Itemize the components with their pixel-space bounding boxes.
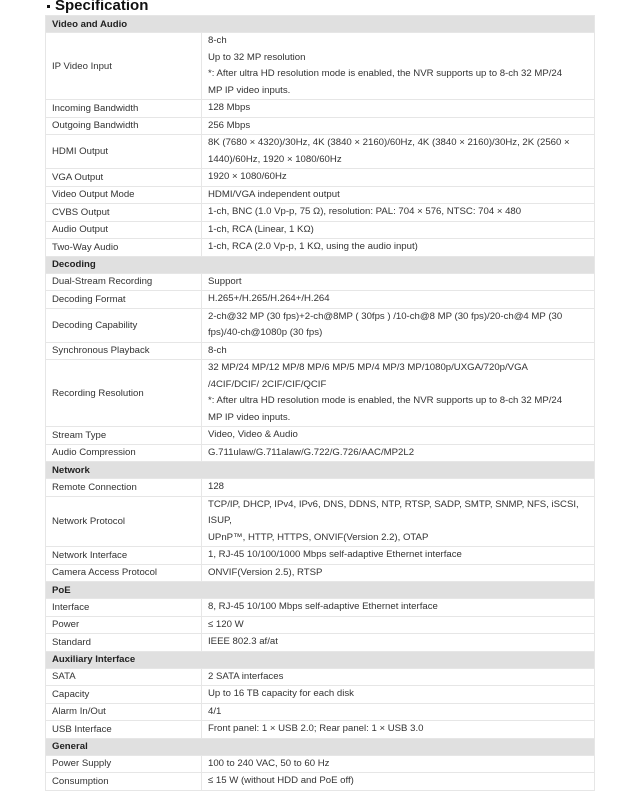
spec-value-line: 1440)/60Hz, 1920 × 1080/60Hz xyxy=(208,153,342,165)
spec-label: Synchronous Playback xyxy=(46,342,202,360)
spec-label: Video Output Mode xyxy=(46,186,202,204)
section-header xyxy=(46,256,595,273)
section-title: Decoding xyxy=(46,256,595,273)
spec-value-line: 1-ch, RCA (Linear, 1 KΩ) xyxy=(208,223,314,235)
spec-value-line: 8-ch xyxy=(208,344,227,356)
title-text: Specification xyxy=(55,0,149,14)
spec-value-line: 8K (7680 × 4320)/30Hz, 4K (3840 × 2160)/60Hz, 4K (3840 × 2160)/30Hz, 2K (2560 × xyxy=(208,137,570,148)
spec-label: HDMI Output xyxy=(46,135,202,169)
section-header xyxy=(46,582,595,599)
spec-value-line: 100 to 240 VAC, 50 to 60 Hz xyxy=(208,757,330,769)
spec-label: Incoming Bandwidth xyxy=(46,100,202,118)
section-title: General xyxy=(46,738,595,755)
page-title xyxy=(47,0,148,14)
spec-value xyxy=(202,547,595,565)
spec-row xyxy=(46,342,595,360)
spec-label: Audio Output xyxy=(46,221,202,239)
spec-value-line: Front panel: 1 × USB 2.0; Rear panel: 1 × USB 3.0 xyxy=(208,723,424,734)
section-header xyxy=(46,738,595,755)
spec-row xyxy=(46,564,595,582)
spec-label: Interface xyxy=(46,599,202,617)
spec-value-line: ≤ 120 W xyxy=(208,618,244,630)
spec-value-line: IEEE 802.3 af/at xyxy=(208,636,278,647)
spec-value xyxy=(202,755,595,773)
spec-label: Alarm In/Out xyxy=(46,703,202,721)
spec-value xyxy=(202,169,595,187)
section-title: Video and Audio xyxy=(46,16,595,33)
spec-value xyxy=(202,117,595,135)
spec-label: Stream Type xyxy=(46,427,202,445)
spec-value-line: 2-ch@32 MP (30 fps)+2-ch@8MP ( 30fps ) /10-ch@8 MP (30 fps)/20-ch@4 MP (30 xyxy=(208,310,563,322)
spec-row xyxy=(46,599,595,617)
spec-label: Decoding Capability xyxy=(46,308,202,342)
section-title: PoE xyxy=(46,582,595,599)
spec-value xyxy=(202,479,595,497)
spec-row xyxy=(46,291,595,309)
spec-value xyxy=(202,496,595,547)
specification-table xyxy=(45,15,595,791)
spec-value xyxy=(202,564,595,582)
spec-row xyxy=(46,755,595,773)
spec-value-line: 8, RJ-45 10/100 Mbps self-adaptive Ethernet interface xyxy=(208,601,438,612)
spec-row xyxy=(46,169,595,187)
spec-value-line: ONVIF(Version 2.5), RTSP xyxy=(208,566,323,578)
spec-value xyxy=(202,308,595,342)
spec-value-line: Support xyxy=(208,275,242,287)
spec-label: Two-Way Audio xyxy=(46,239,202,257)
spec-label: Consumption xyxy=(46,773,202,791)
bullet-icon xyxy=(47,5,50,8)
spec-label: Decoding Format xyxy=(46,291,202,309)
spec-value-line: Up to 32 MP resolution xyxy=(208,51,306,63)
spec-value-line: 1-ch, BNC (1.0 Vp-p, 75 Ω), resolution: PAL: 704 × 576, NTSC: 704 × 480 xyxy=(208,206,522,217)
spec-label: SATA xyxy=(46,668,202,686)
spec-value xyxy=(202,291,595,309)
spec-value xyxy=(202,100,595,118)
spec-row xyxy=(46,668,595,686)
spec-value-line: /4CIF/DCIF/ 2CIF/CIF/QCIF xyxy=(208,378,327,390)
spec-value xyxy=(202,721,595,739)
spec-label: Outgoing Bandwidth xyxy=(46,117,202,135)
spec-row xyxy=(46,547,595,565)
spec-row xyxy=(46,773,595,791)
spec-value-line: Up to 16 TB capacity for each disk xyxy=(208,688,354,699)
spec-value xyxy=(202,360,595,427)
spec-row xyxy=(46,100,595,118)
spec-row xyxy=(46,686,595,704)
spec-value-line: 256 Mbps xyxy=(208,119,251,131)
spec-row xyxy=(46,135,595,169)
spec-value xyxy=(202,668,595,686)
spec-value-line: 1920 × 1080/60Hz xyxy=(208,171,287,182)
spec-value-line: 128 Mbps xyxy=(208,102,251,113)
spec-label: Network Protocol xyxy=(46,496,202,547)
section-title: Auxiliary Interface xyxy=(46,651,595,668)
spec-value-line: MP IP video inputs. xyxy=(208,84,291,96)
spec-value-line: UPnP™, HTTP, HTTPS, ONVIF(Version 2.2), OTAP xyxy=(208,531,429,543)
spec-label: Remote Connection xyxy=(46,479,202,497)
spec-value-line: G.711ulaw/G.711alaw/G.722/G.726/AAC/MP2L2 xyxy=(208,446,415,458)
spec-value-line: fps)/40-ch@1080p (30 fps) xyxy=(208,327,323,338)
spec-row xyxy=(46,204,595,222)
spec-value-line: 2 SATA interfaces xyxy=(208,670,284,682)
spec-row xyxy=(46,444,595,462)
section-title: Network xyxy=(46,462,595,479)
spec-label: CVBS Output xyxy=(46,204,202,222)
spec-row xyxy=(46,308,595,342)
spec-label: IP Video Input xyxy=(46,33,202,100)
spec-label: Audio Compression xyxy=(46,444,202,462)
spec-row xyxy=(46,360,595,427)
spec-value-line: 1-ch, RCA (2.0 Vp-p, 1 KΩ, using the audio input) xyxy=(208,241,418,252)
spec-value-line: 128 xyxy=(208,481,225,492)
spec-row xyxy=(46,703,595,721)
spec-row xyxy=(46,721,595,739)
spec-label: Power xyxy=(46,616,202,634)
spec-value-line: 4/1 xyxy=(208,705,222,717)
spec-label: Standard xyxy=(46,634,202,652)
spec-value xyxy=(202,186,595,204)
spec-row xyxy=(46,221,595,239)
spec-value xyxy=(202,239,595,257)
spec-value xyxy=(202,616,595,634)
spec-label: Power Supply xyxy=(46,755,202,773)
spec-label: Network Interface xyxy=(46,547,202,565)
spec-value-line: *: After ultra HD resolution mode is enabled, the NVR supports up to 8-ch 32 MP/24 xyxy=(208,68,563,79)
spec-row xyxy=(46,239,595,257)
spec-row xyxy=(46,427,595,445)
spec-row xyxy=(46,616,595,634)
section-header xyxy=(46,462,595,479)
spec-row xyxy=(46,634,595,652)
spec-value-line: H.265+/H.265/H.264+/H.264 xyxy=(208,293,330,304)
spec-value xyxy=(202,273,595,291)
spec-value xyxy=(202,703,595,721)
spec-row xyxy=(46,117,595,135)
spec-label: Recording Resolution xyxy=(46,360,202,427)
spec-value xyxy=(202,135,595,169)
spec-value xyxy=(202,773,595,791)
spec-value xyxy=(202,427,595,445)
spec-value xyxy=(202,342,595,360)
section-header xyxy=(46,16,595,33)
spec-value-line: *: After ultra HD resolution mode is enabled, the NVR supports up to 8-ch 32 MP/24 xyxy=(208,395,563,406)
spec-value xyxy=(202,634,595,652)
spec-value-line: 8-ch xyxy=(208,35,227,46)
spec-label: VGA Output xyxy=(46,169,202,187)
spec-row xyxy=(46,479,595,497)
spec-row xyxy=(46,33,595,100)
spec-row xyxy=(46,496,595,547)
spec-label: Dual-Stream Recording xyxy=(46,273,202,291)
spec-label: Capacity xyxy=(46,686,202,704)
spec-value xyxy=(202,221,595,239)
spec-value xyxy=(202,686,595,704)
spec-value-line: TCP/IP, DHCP, IPv4, IPv6, DNS, DDNS, NTP, RTSP, SADP, SMTP, SNMP, NFS, iSCSI, ISUP, xyxy=(208,498,579,526)
spec-row xyxy=(46,273,595,291)
spec-value xyxy=(202,599,595,617)
spec-value-line: ≤ 15 W (without HDD and PoE off) xyxy=(208,775,354,786)
spec-label: USB Interface xyxy=(46,721,202,739)
spec-value-line: MP IP video inputs. xyxy=(208,411,291,423)
spec-value xyxy=(202,33,595,100)
spec-label: Camera Access Protocol xyxy=(46,564,202,582)
spec-row xyxy=(46,186,595,204)
spec-value-line: Video, Video & Audio xyxy=(208,429,298,440)
spec-value-line: 1, RJ-45 10/100/1000 Mbps self-adaptive Ethernet interface xyxy=(208,549,462,560)
spec-value xyxy=(202,444,595,462)
spec-value-line: HDMI/VGA independent output xyxy=(208,188,340,200)
spec-value xyxy=(202,204,595,222)
section-header xyxy=(46,651,595,668)
spec-value-line: 32 MP/24 MP/12 MP/8 MP/6 MP/5 MP/4 MP/3 MP/1080p/UXGA/720p/VGA xyxy=(208,362,528,373)
